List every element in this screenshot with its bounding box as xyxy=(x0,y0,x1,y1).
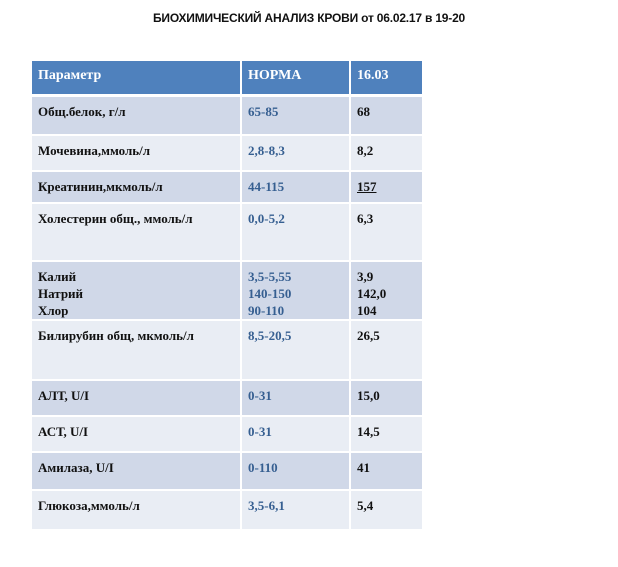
parameter-cell xyxy=(32,320,241,380)
norm-cell xyxy=(241,452,350,490)
table-body xyxy=(32,95,422,530)
norm-cell xyxy=(241,261,350,320)
value-cell xyxy=(350,171,422,203)
column-header-parameter: Параметр xyxy=(32,61,241,95)
norm-cell-line: 8,5-20,5 xyxy=(248,328,292,343)
value-cell-line: 5,4 xyxy=(357,498,374,513)
parameter-cell-line: Билирубин общ, мкмоль/л xyxy=(38,328,194,343)
value-cell-line: 14,5 xyxy=(357,424,380,439)
table-row xyxy=(32,135,422,171)
norm-cell-line: 2,8-8,3 xyxy=(248,143,285,158)
page-title: БИОХИМИЧЕСКИЙ АНАЛИЗ КРОВИ от 06.02.17 в 19-20 xyxy=(152,11,466,25)
table-row xyxy=(32,490,422,530)
norm-cell-line: 3,5-6,1 xyxy=(248,498,285,513)
parameter-cell-line: АЛТ, U/I xyxy=(38,388,90,403)
table-row xyxy=(32,203,422,261)
value-cell-line: 142,0 xyxy=(357,286,387,301)
norm-cell-line: 0,0-5,2 xyxy=(248,211,285,226)
parameter-cell-line: Общ.белок, г/л xyxy=(38,103,126,119)
column-header-norm: НОРМА xyxy=(241,61,350,95)
value-cell-line: 104 xyxy=(357,303,377,318)
parameter-cell xyxy=(32,490,241,530)
value-cell-line: 3,9 xyxy=(357,269,374,284)
value-cell xyxy=(350,320,422,380)
norm-cell xyxy=(241,320,350,380)
norm-cell xyxy=(241,416,350,452)
value-cell-line: 15,0 xyxy=(357,388,380,403)
value-cell-line: 6,3 xyxy=(357,211,374,226)
norm-cell xyxy=(241,95,350,135)
norm-cell-line: 140-150 xyxy=(248,286,292,301)
norm-cell xyxy=(241,203,350,261)
norm-cell-line: 90-110 xyxy=(248,303,285,318)
parameter-cell-line: Креатинин,мкмоль/л xyxy=(38,179,163,194)
norm-cell-line: 0-31 xyxy=(248,424,272,439)
parameter-cell xyxy=(32,203,241,261)
parameter-cell-line: Хлор xyxy=(38,303,69,318)
parameter-cell xyxy=(32,171,241,203)
table-row xyxy=(32,171,422,203)
value-cell xyxy=(350,261,422,320)
parameter-cell xyxy=(32,135,241,171)
parameter-cell xyxy=(32,452,241,490)
norm-cell xyxy=(241,380,350,416)
value-cell xyxy=(350,95,422,135)
value-cell-line: 68 xyxy=(357,103,370,119)
value-cell-line: 26,5 xyxy=(357,328,380,343)
parameter-cell xyxy=(32,416,241,452)
table-row xyxy=(32,452,422,490)
parameter-cell-line: Амилаза, U/I xyxy=(38,460,114,475)
table-row xyxy=(32,95,422,135)
norm-cell-line: 0-31 xyxy=(248,388,272,403)
norm-cell-line: 44-115 xyxy=(248,179,285,194)
value-cell xyxy=(350,135,422,171)
value-cell-line: 8,2 xyxy=(357,143,374,158)
value-cell xyxy=(350,416,422,452)
table-row xyxy=(32,261,422,320)
parameter-cell-line: Калий xyxy=(38,269,77,284)
norm-cell xyxy=(241,171,350,203)
value-cell xyxy=(350,452,422,490)
norm-cell xyxy=(241,490,350,530)
parameter-cell xyxy=(32,380,241,416)
column-header-date: 16.03 xyxy=(350,61,422,95)
value-cell xyxy=(350,203,422,261)
parameter-cell xyxy=(32,261,241,320)
value-cell xyxy=(350,380,422,416)
parameter-cell xyxy=(32,95,241,135)
value-cell-line: 157 xyxy=(357,179,377,194)
parameter-cell-line: Мочевина,ммоль/л xyxy=(38,143,151,158)
norm-cell-line: 3,5-5,55 xyxy=(248,269,292,284)
value-cell-line: 41 xyxy=(357,460,370,475)
table-row xyxy=(32,380,422,416)
parameter-cell-line: АСТ, U/I xyxy=(38,424,89,439)
table-header-row xyxy=(32,61,422,95)
norm-cell xyxy=(241,135,350,171)
value-cell xyxy=(350,490,422,530)
parameter-cell-line: Холестерин общ., ммоль/л xyxy=(38,211,193,226)
parameter-cell-line: Натрий xyxy=(38,286,84,301)
norm-cell-line: 0-110 xyxy=(248,460,278,475)
table-row xyxy=(32,320,422,380)
table-row xyxy=(32,416,422,452)
results-table xyxy=(32,61,422,531)
norm-cell-line: 65-85 xyxy=(248,103,279,119)
parameter-cell-line: Глюкоза,ммоль/л xyxy=(38,498,140,513)
